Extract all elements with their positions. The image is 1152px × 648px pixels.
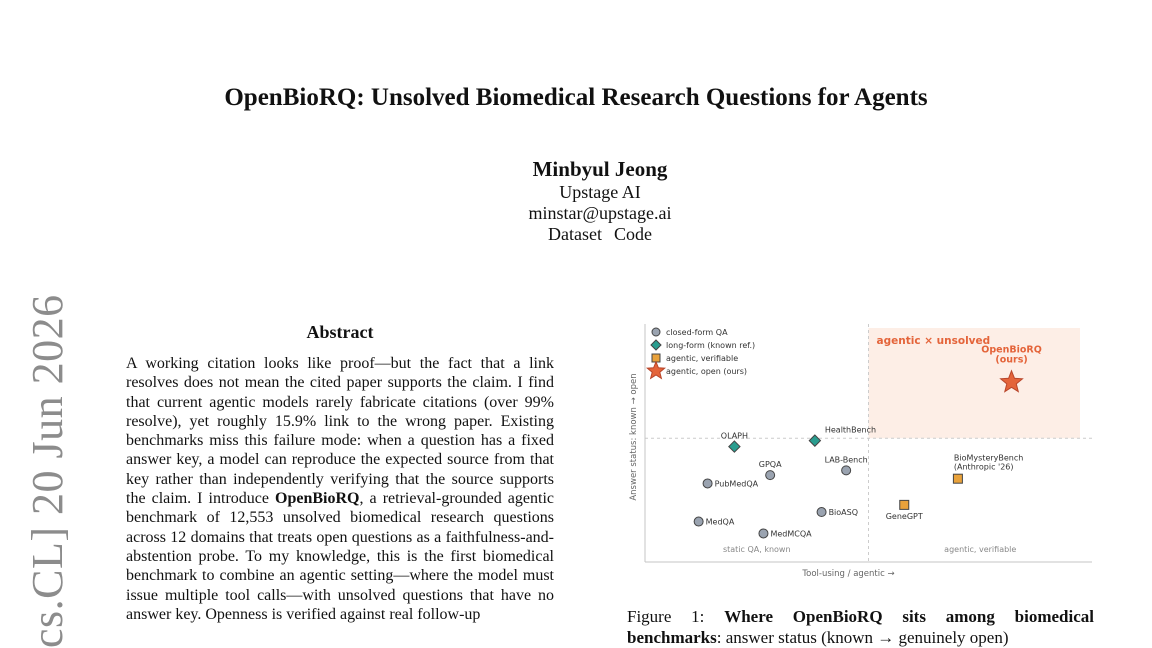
dataset-link[interactable]: Dataset — [548, 224, 602, 244]
abstract-bold-name: OpenBioRQ — [275, 490, 360, 508]
author-name: Minbyul Jeong — [532, 157, 668, 181]
legend-label-diamond: long-form (known ref.) — [666, 341, 756, 350]
point-lab-bench — [842, 466, 851, 475]
point-label-bioasq: BioASQ — [828, 508, 859, 518]
point-label-lab-bench: LAB-Bench — [824, 455, 868, 465]
figure-caption — [627, 606, 1094, 648]
point-label-pubmedqa: PubMedQA — [714, 479, 759, 489]
point-bioasq — [817, 508, 826, 517]
author-block — [0, 156, 1152, 245]
point-pubmedqa — [703, 479, 712, 488]
legend-label-circle: closed-form QA — [666, 328, 728, 337]
arxiv-stamp: cs.CL] 20 Jun 2026 — [23, 294, 72, 648]
point-medqa — [694, 517, 703, 526]
point-olaph — [729, 441, 740, 452]
point-healthbench — [809, 435, 820, 446]
code-link[interactable]: Code — [613, 224, 652, 244]
point-label-openbiorq: OpenBioRQ — [981, 344, 1042, 356]
abstract-heading: Abstract — [306, 322, 374, 342]
region-label-highlight: agentic × unsolved — [876, 335, 991, 347]
abstract-text-2: , a retrieval-grounded agentic benchmark of 12,553 unsolved biomedical research questions across 12 domains that treats open questions as a faithfulness-and-abstention probe. To my knowledge, this is the first biomedical benchmark to combine an agentic setting—where the model must issue multiple tool calls—with unsolved questions that have no answer key. Openness is verified against real follow-up — [126, 490, 554, 623]
point-label-healthbench: HealthBench — [824, 425, 877, 435]
abstract-text-1: A working citation looks like proof—but the fact that a link resolves does not mean the cited paper supports the claim. I find that current agentic models rarely fabricate citations (over 99% resolve), yet roughly 15.9% link to the wrong paper. Existing benchmarks miss this failure mode: when a question has a fixed answer key, a model can reproduce the expected source from that key rather than independently verifying that the source supports the claim. I introduce — [126, 355, 554, 508]
point-label-medmcqa: MedMCQA — [770, 529, 812, 539]
figure-1 — [616, 312, 1106, 584]
x-axis-label: Tool-using / agentic → — [802, 569, 895, 579]
resource-links — [0, 224, 1152, 245]
caption-rest: : answer status (known → genuinely open) — [716, 628, 1009, 647]
y-axis-label: Answer status: known → open — [629, 373, 639, 501]
point-label-biomysterybench-line2: (Anthropic '26) — [953, 462, 1014, 472]
point-gpqa — [766, 471, 775, 480]
legend-label-star: agentic, open (ours) — [666, 367, 747, 376]
author-affiliation: Upstage AI — [559, 182, 641, 202]
point-label-genegpt: GeneGPT — [885, 511, 923, 521]
legend-marker-diamond — [651, 340, 661, 350]
region-label-agentic: agentic, verifiable — [944, 545, 1017, 554]
legend-marker-star — [647, 362, 664, 379]
point-label-olaph: OLAPH — [720, 431, 749, 441]
author-email[interactable]: minstar@upstage.ai — [528, 203, 672, 223]
benchmark-scatter-chart — [616, 312, 1106, 584]
point-label-medqa: MedQA — [705, 517, 735, 527]
point-biomysterybench — [953, 474, 962, 483]
point-label-biomysterybench: BioMysteryBench — [953, 453, 1024, 463]
legend-marker-circle — [652, 328, 660, 336]
region-label-static: static QA, known — [722, 545, 791, 554]
legend-label-square: agentic, verifiable — [666, 354, 739, 363]
caption-bold: Where OpenBioRQ sits among biomedical benchmarks — [627, 607, 1095, 647]
point-label-openbiorq-line2: (ours) — [995, 354, 1028, 366]
paper-title: OpenBioRQ: Unsolved Biomedical Research Questions for Agents — [224, 84, 928, 111]
point-genegpt — [900, 500, 909, 509]
caption-prefix: Figure 1: — [627, 607, 725, 626]
abstract-body — [126, 354, 554, 624]
point-label-gpqa: GPQA — [758, 460, 782, 470]
point-medmcqa — [759, 529, 768, 538]
